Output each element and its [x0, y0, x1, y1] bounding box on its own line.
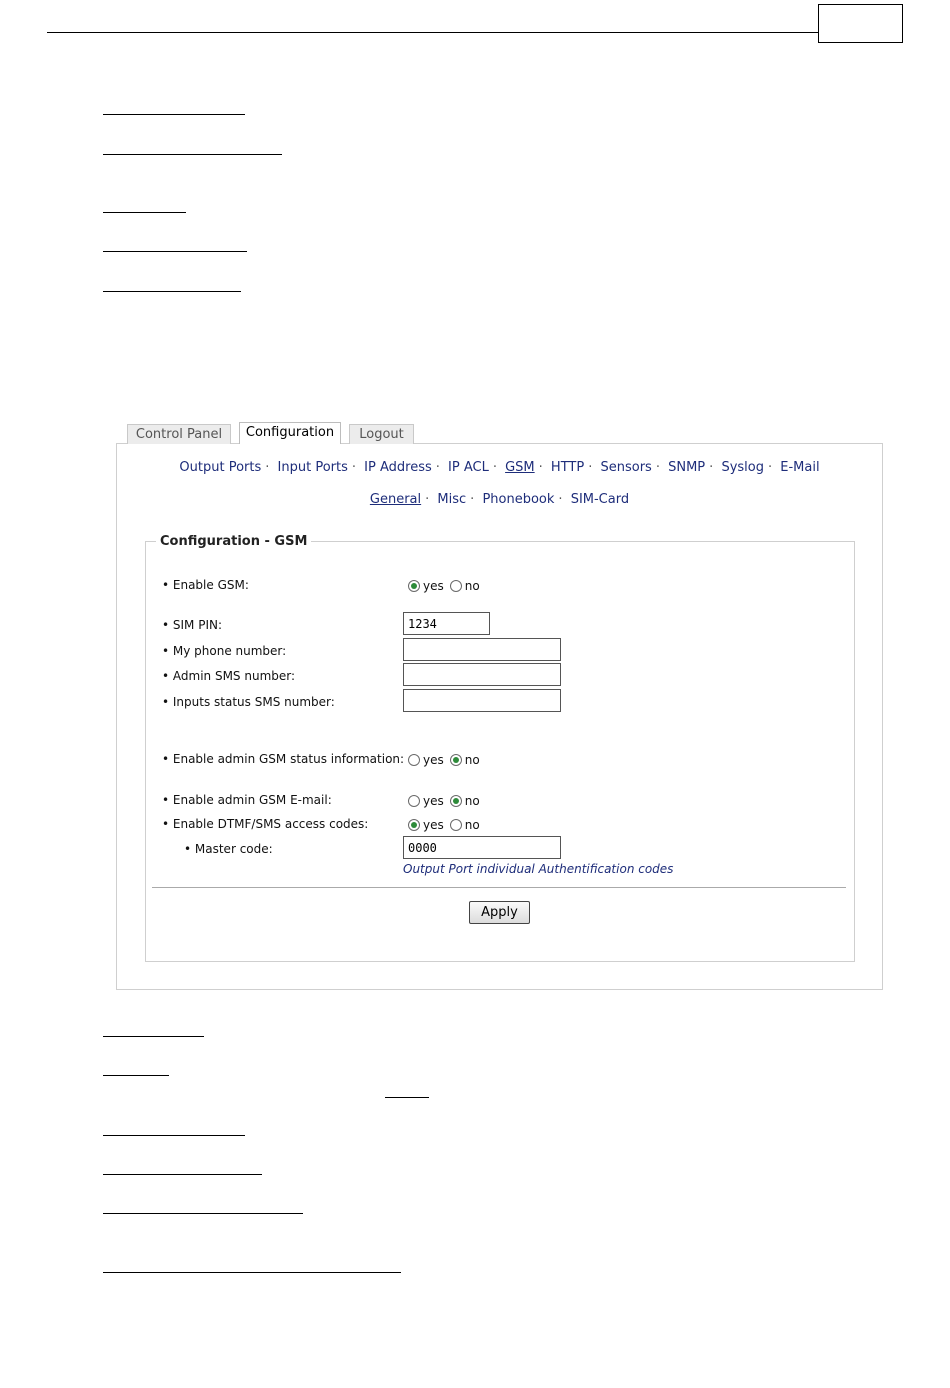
my-phone-label: • My phone number:: [162, 644, 287, 658]
nav-input-ports[interactable]: Input Ports: [277, 460, 348, 475]
subnav-sim-card[interactable]: SIM-Card: [570, 492, 630, 507]
my-phone-input[interactable]: [403, 638, 561, 661]
admin-email-yes-radio[interactable]: [408, 795, 420, 807]
tab-configuration[interactable]: Configuration: [239, 422, 341, 444]
admin-email-label: • Enable admin GSM E-mail:: [162, 793, 332, 807]
tab-control-panel[interactable]: Control Panel: [127, 424, 231, 444]
inputs-sms-input[interactable]: [403, 689, 561, 712]
nav-ip-address[interactable]: IP Address: [364, 460, 432, 475]
master-code-input[interactable]: [403, 836, 561, 859]
dtmf-radio-group: [408, 818, 486, 832]
auth-codes-link[interactable]: Output Port individual Authentification codes: [403, 862, 674, 876]
main-config-nav: [116, 460, 883, 475]
admin-sms-input[interactable]: [403, 663, 561, 686]
nav-sensors[interactable]: Sensors: [600, 460, 652, 475]
enable-gsm-yes-radio[interactable]: [408, 580, 420, 592]
admin-status-radio-group: [408, 753, 486, 767]
nav-separator: ·: [558, 492, 563, 507]
nav-email[interactable]: E-Mail: [780, 460, 820, 475]
text-rule: [103, 1075, 169, 1076]
nav-separator: ·: [767, 460, 773, 475]
nav-http[interactable]: HTTP: [550, 460, 585, 475]
text-rule: [103, 1036, 204, 1037]
yes-label: yes: [423, 579, 444, 593]
nav-separator: ·: [435, 460, 440, 475]
tab-logout[interactable]: Logout: [349, 424, 414, 444]
text-rule: [103, 1174, 262, 1175]
yes-label: yes: [423, 753, 444, 767]
nav-syslog[interactable]: Syslog: [721, 460, 764, 475]
admin-status-no-radio[interactable]: [450, 754, 462, 766]
yes-label: yes: [423, 818, 444, 832]
form-divider: [152, 887, 846, 888]
page-number-box: [818, 4, 903, 43]
admin-status-yes-radio[interactable]: [408, 754, 420, 766]
admin-email-no-radio[interactable]: [450, 795, 462, 807]
header-rule: [47, 32, 819, 33]
yes-label: yes: [423, 794, 444, 808]
fieldset-title: Configuration - GSM: [160, 534, 308, 549]
nav-separator: ·: [588, 460, 593, 475]
dtmf-label: • Enable DTMF/SMS access codes:: [162, 817, 369, 831]
sim-pin-input[interactable]: [403, 612, 490, 635]
enable-gsm-no-radio[interactable]: [450, 580, 462, 592]
text-rule: [103, 251, 247, 252]
text-rule: [385, 1097, 429, 1098]
nav-separator: ·: [265, 460, 270, 475]
enable-gsm-label: • Enable GSM:: [162, 578, 249, 592]
text-rule: [103, 1213, 303, 1214]
no-label: no: [464, 579, 480, 593]
subnav-misc[interactable]: Misc: [437, 492, 467, 507]
nav-separator: ·: [655, 460, 660, 475]
gsm-config-fieldset: [145, 534, 855, 962]
text-rule: [103, 291, 241, 292]
admin-email-radio-group: [408, 794, 486, 808]
text-rule: [103, 1272, 401, 1273]
nav-separator: ·: [425, 492, 430, 507]
no-label: no: [464, 818, 480, 832]
admin-status-label: • Enable admin GSM status information:: [162, 752, 405, 766]
nav-ip-acl[interactable]: IP ACL: [448, 460, 489, 475]
subnav-general[interactable]: General: [369, 492, 422, 507]
enable-gsm-radio-group: [408, 579, 486, 593]
nav-gsm[interactable]: GSM: [505, 460, 535, 475]
nav-output-ports[interactable]: Output Ports: [179, 460, 262, 475]
sim-pin-label: • SIM PIN:: [162, 618, 223, 632]
text-rule: [103, 212, 186, 213]
subnav-phonebook[interactable]: Phonebook: [482, 492, 555, 507]
dtmf-no-radio[interactable]: [450, 819, 462, 831]
text-rule: [103, 154, 282, 155]
inputs-sms-label: • Inputs status SMS number:: [162, 695, 335, 709]
no-label: no: [464, 753, 480, 767]
nav-separator: ·: [538, 460, 543, 475]
text-rule: [103, 114, 245, 115]
nav-snmp[interactable]: SNMP: [668, 460, 706, 475]
nav-separator: ·: [470, 492, 475, 507]
apply-button[interactable]: Apply: [469, 901, 530, 924]
dtmf-yes-radio[interactable]: [408, 819, 420, 831]
master-code-label: • Master code:: [184, 842, 273, 856]
nav-separator: ·: [709, 460, 714, 475]
nav-separator: ·: [351, 460, 357, 475]
no-label: no: [464, 794, 480, 808]
nav-separator: ·: [492, 460, 497, 475]
text-rule: [103, 1135, 245, 1136]
gsm-sub-nav: [116, 492, 883, 507]
admin-sms-label: • Admin SMS number:: [162, 669, 296, 683]
